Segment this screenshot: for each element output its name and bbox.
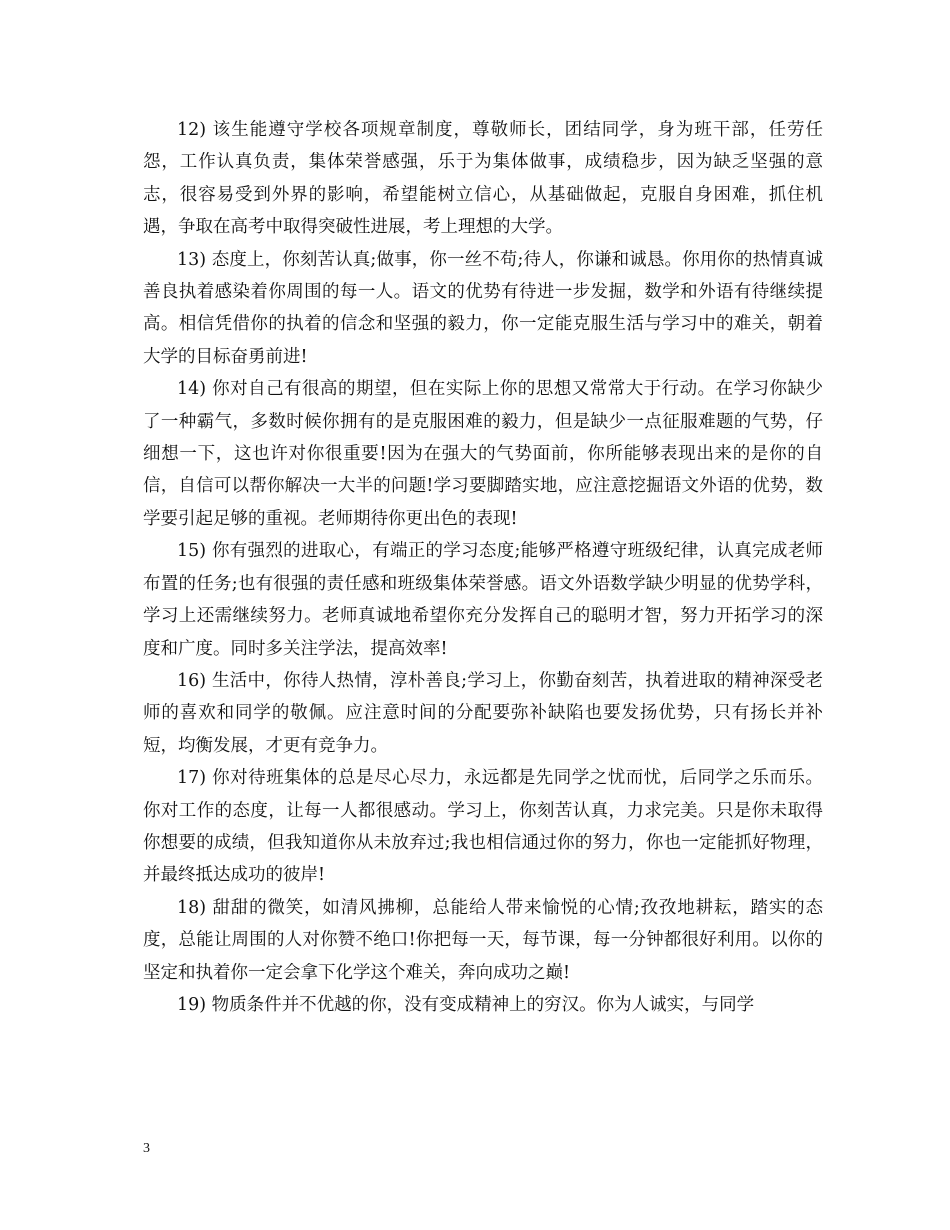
paragraph-12: 12) 该生能遵守学校各项规章制度，尊敬师长，团结同学，身为班干部，任劳任怨，工作认真负责，集体荣誉感强，乐于为集体做事，成绩稳步，因为缺乏坚强的意志，很容易受到外界的影响，希望能树立信心，从基础做起，克服自身困难，抓住机遇，争取在高考中取得突破性进展，考上理想的大学。 [143, 120, 823, 238]
page-number: 3 [143, 1141, 150, 1156]
paragraph-14: 14) 你对自己有很高的期望，但在实际上你的思想又常常大于行动。在学习你缺少了一种霸气，多数时候你拥有的是克服困难的毅力，但是缺少一点征服难题的气势，仔细想一下，这也许对你很重要!因为在强大的气势面前，你所能够表现出来的是你的自信，自信可以帮你解决一大半的问题!学习要脚踏实地，应注意挖掘语文外语的优势，数学要引起足够的重视。老师期待你更出色的表现! [143, 379, 823, 529]
document-body [143, 114, 823, 1021]
paragraph-18: 18) 甜甜的微笑，如清风拂柳，总能给人带来愉悦的心情;孜孜地耕耘，踏实的态度，总能让周围的人对你赞不绝口!你把每一天，每节课，每一分钟都很好利用。以你的坚定和执着你一定会拿下化学这个难关，奔向成功之巅! [143, 897, 823, 983]
paragraph-19: 19) 物质条件并不优越的你，没有变成精神上的穷汉。你为人诚实，与同学 [177, 994, 755, 1015]
paragraph-13: 13) 态度上，你刻苦认真;做事，你一丝不苟;待人，你谦和诚恳。你用你的热情真诚善良执着感染着你周围的每一人。语文的优势有待进一步发掘，数学和外语有待继续提高。相信凭借你的执着的信念和坚强的毅力，你一定能克服生活与学习中的难关，朝着大学的目标奋勇前进! [143, 249, 823, 367]
paragraph-16: 16) 生活中，你待人热情，淳朴善良;学习上，你勤奋刻苦，执着进取的精神深受老师的喜欢和同学的敬佩。应注意时间的分配要弥补缺陷也要发扬优势，只有扬长并补短，均衡发展，才更有竞争力。 [143, 670, 823, 756]
paragraph-17: 17) 你对待班集体的总是尽心尽力，永远都是先同学之忧而忧，后同学之乐而乐。你对工作的态度，让每一人都很感动。学习上，你刻苦认真，力求完美。只是你未取得你想要的成绩，但我知道你从未放弃过;我也相信通过你的努力，你也一定能抓好物理，并最终抵达成功的彼岸! [143, 768, 823, 886]
paragraph-15: 15) 你有强烈的进取心，有端正的学习态度;能够严格遵守班级纪律，认真完成老师布置的任务;也有很强的责任感和班级集体荣誉感。语文外语数学缺少明显的优势学科，学习上还需继续努力。老师真诚地希望你充分发挥自己的聪明才智，努力开拓学习的深度和广度。同时多关注学法，提高效率! [143, 541, 823, 659]
